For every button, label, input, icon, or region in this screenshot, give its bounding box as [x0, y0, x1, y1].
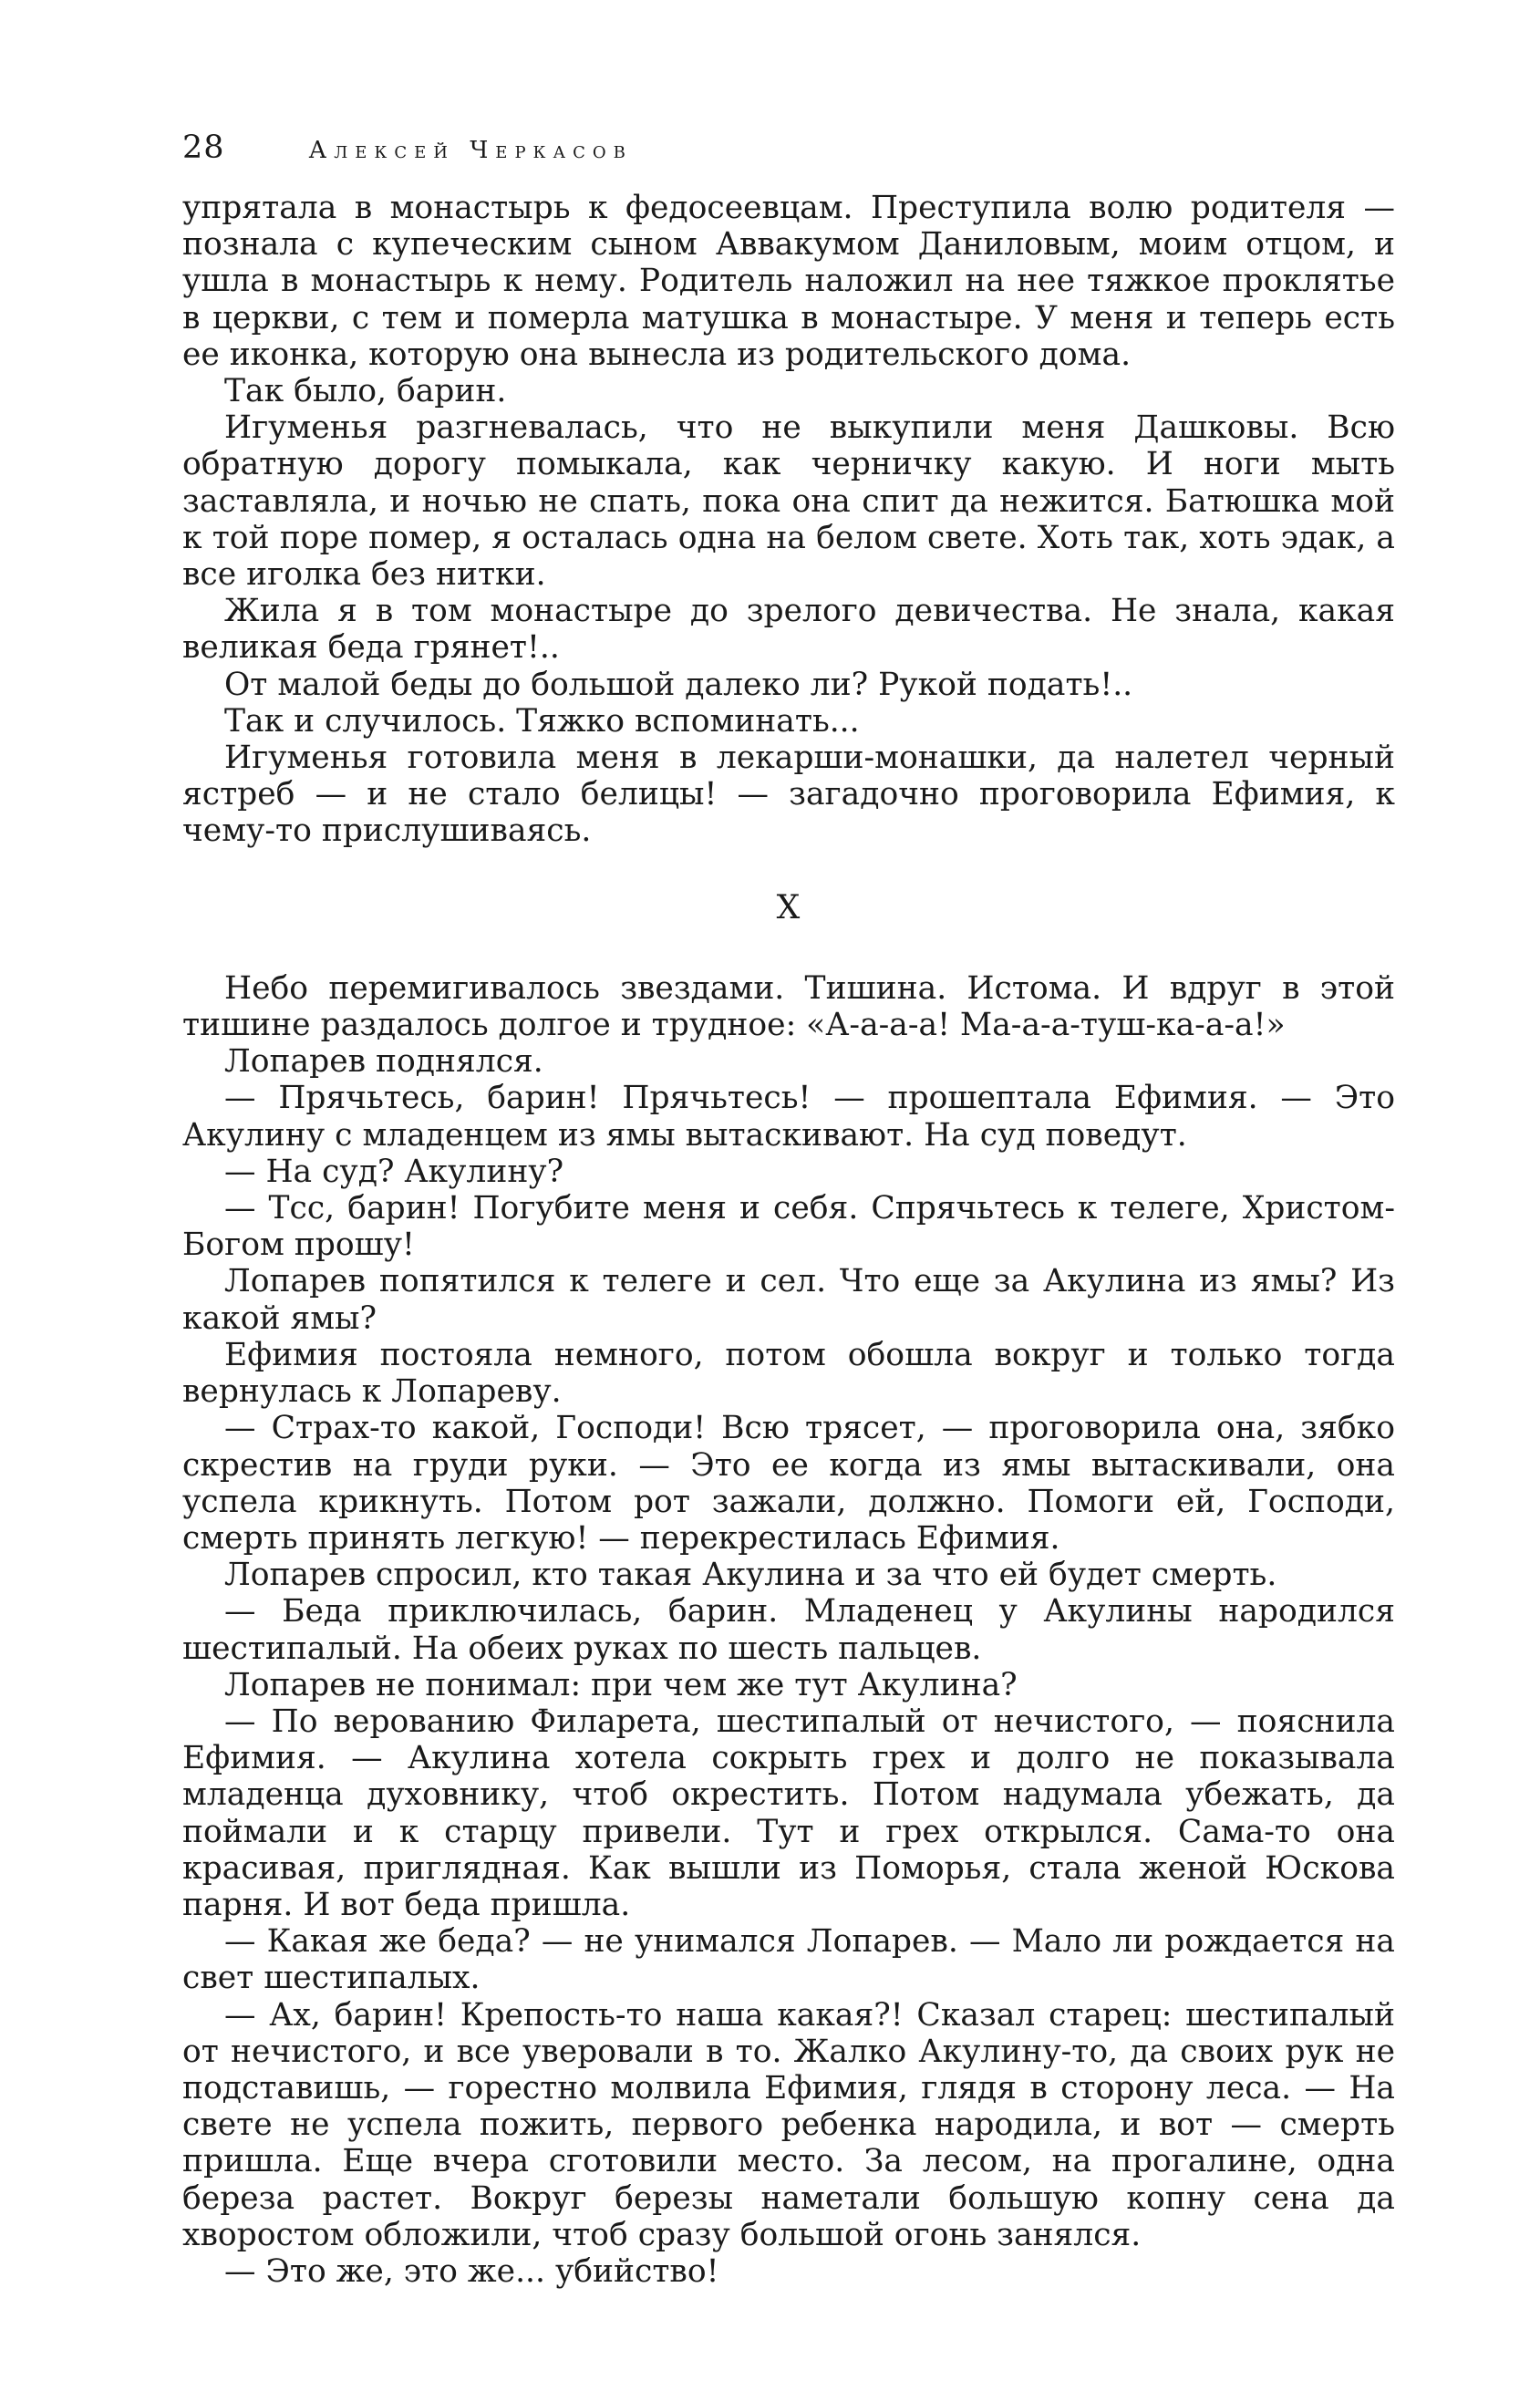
paragraph: — Это же, это же... убийство! — [224, 2252, 719, 2290]
paragraph: — Прячьтесь, барин! Прячьтесь! — прошептала Ефимия. — Это Акулину с младенцем из ямы вытаскивают. На суд поведут. — [182, 1080, 1395, 1154]
paragraph: упрятала в монастырь к федосеевцам. Преступила волю родителя — познала с купеческим сыном Аввакумом Даниловым, моим отцом, и ушла в монастырь к нему. Родитель наложил на нее тяжкое проклятье в церкви, с тем и померла матушка в монастыре. У меня и теперь есть ее иконка, которую она вынесла из родительского дома. — [182, 190, 1395, 373]
paragraph: — На суд? Акулину? — [224, 1153, 564, 1190]
paragraph: Жила я в том монастыре до зрелого девичества. Не знала, какая великая беда грянет!.. — [182, 593, 1395, 667]
paragraph: Лопарев поднялся. — [224, 1043, 543, 1081]
paragraph: — Беда приключилась, барин. Младенец у Акулины народился шестипалый. На обеих руках по шесть пальцев. — [182, 1593, 1395, 1667]
paragraph: От малой беды до большой далеко ли? Рукой подать!.. — [224, 666, 1133, 703]
paragraph: — Ах, барин! Крепость-то наша какая?! Сказал старец: шестипалый от нечистого, и все уверовали в то. Жалко Акулину-то, да своих рук не подставишь, — горестно молвила Ефимия, глядя в сторону леса. — На свете не успела пожить, первого ребенка народила, и вот — смерть пришла. Еще вчера сготовили место. За лесом, на прогалине, одна береза растет. Вокруг березы наметали большую копну сена да хворостом обложили, чтоб сразу большой огонь занялся. — [182, 1996, 1395, 2253]
paragraph: Лопарев спросил, кто такая Акулина и за что ей будет смерть. — [224, 1557, 1277, 1594]
chapter-heading: X — [776, 888, 801, 926]
running-head-author: Алексей Черкасов — [308, 137, 633, 164]
paragraph: Ефимия постояла немного, потом обошла вокруг и только тогда вернулась к Лопареву. — [182, 1336, 1395, 1411]
paragraph: Игуменья готовила меня в лекарши-монашки, да налетел черный ястреб — и не стало белицы! — загадочно проговорила Ефимия, к чему-то прислушиваясь. — [182, 740, 1395, 850]
paragraph: — Тсс, барин! Погубите меня и себя. Спрячьтесь к телеге, Христом-Богом прошу! — [182, 1190, 1395, 1264]
paragraph: Лопарев попятился к телеге и сел. Что еще за Акулина из ямы? Из какой ямы? — [182, 1263, 1395, 1337]
paragraph: Так и случилось. Тяжко вспоминать... — [224, 702, 860, 740]
paragraph: — Страх-то какой, Господи! Всю трясет, — проговорила она, зябко скрестив на груди руки. — Это ее когда из ямы вытаскивали, она успела крикнуть. Потом рот зажали, должно. Помоги ей, Господи, смерть принять легкую! — перекрестилась Ефимия. — [182, 1410, 1395, 1557]
paragraph: — По верованию Филарета, шестипалый от нечистого, — пояснила Ефимия. — Акулина хотела сокрыть грех и долго не показывала младенца духовнику, чтоб окрестить. Потом надумала убежать, да поймали и к старцу привели. Тут и грех открылся. Сама-то она красивая, приглядная. Как вышли из Поморья, стала женой Юскова парня. И вот беда пришла. — [182, 1703, 1395, 1923]
paragraph: Так было, барин. — [224, 373, 507, 410]
paragraph: — Какая же беда? — не унимался Лопарев. — Мало ли рождается на свет шестипалых. — [182, 1923, 1395, 1997]
paragraph: Лопарев не понимал: при чем же тут Акулина? — [224, 1666, 1018, 1703]
page-header — [182, 129, 1395, 175]
paragraph: Небо перемигивалось звездами. Тишина. Истома. И вдруг в этой тишине раздалось долгое и трудное: «А-а-а-а! Ма-а-а-туш-ка-а-а!» — [182, 969, 1395, 1044]
page-number: 28 — [182, 129, 225, 166]
body-text — [182, 190, 1395, 2290]
paragraph: Игуменья разгневалась, что не выкупили меня Дашковы. Всю обратную дорогу помыкала, как черничку какую. И ноги мыть заставляла, и ночью не спать, пока она спит да нежится. Батюшка мой к той поре помер, я осталась одна на белом свете. Хоть так, хоть эдак, а все иголка без нитки. — [182, 409, 1395, 594]
